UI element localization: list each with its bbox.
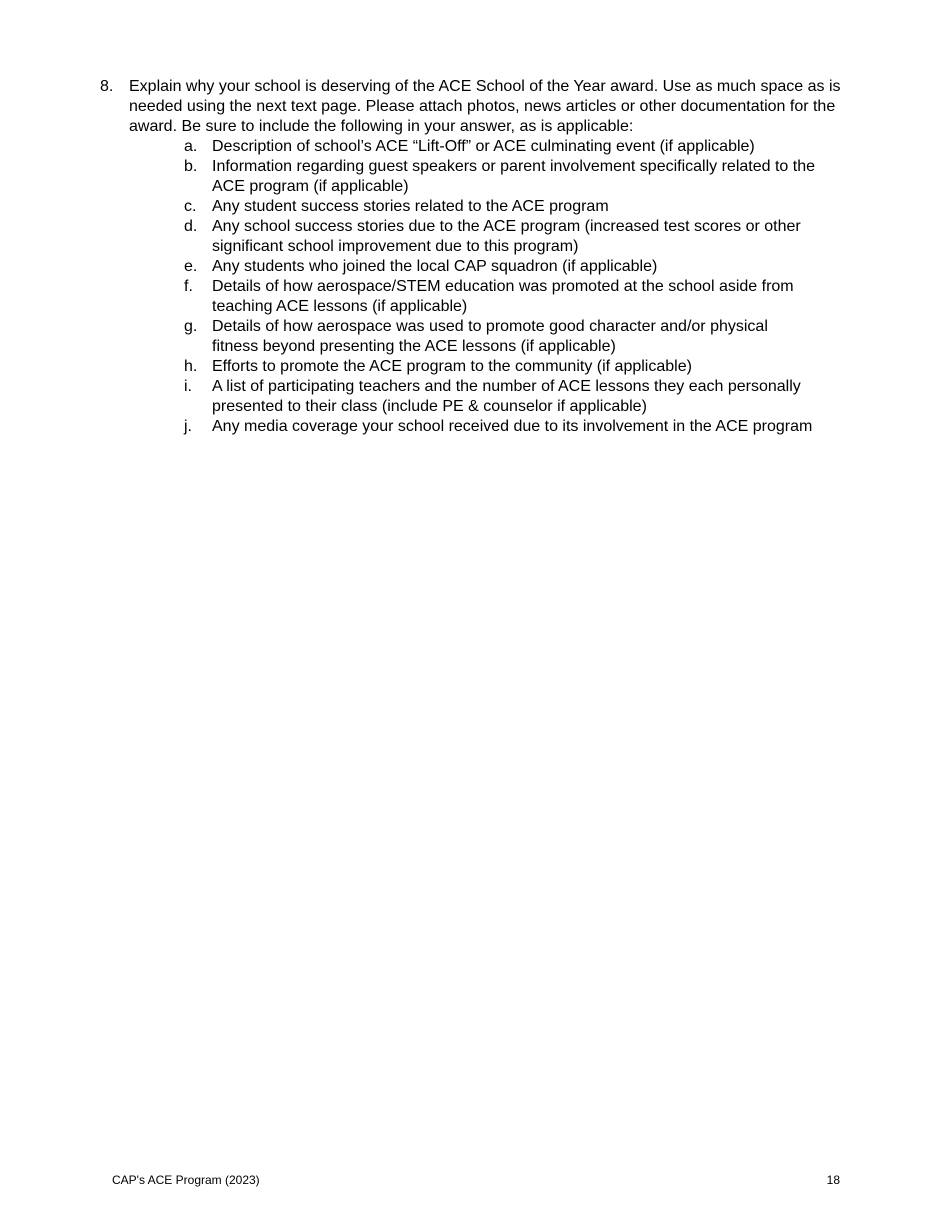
question-number: 8. <box>100 78 114 95</box>
item-text: Description of school’s ACE “Lift-Off” or ACE culminating event (if applicable) <box>212 138 755 155</box>
item-letter: d. <box>184 218 198 235</box>
item-text: Details of how aerospace was used to promote good character and/or physical fitness beyond presenting the ACE lessons (if applicable) <box>212 318 768 355</box>
item-letter: a. <box>184 138 198 155</box>
item-text: Any school success stories due to the ACE program (increased test scores or other significant school improvement due to this program) <box>212 218 801 255</box>
footer-program-title: CAP's ACE Program (2023) <box>112 1173 260 1187</box>
list-item <box>184 377 816 417</box>
list-item <box>184 417 816 437</box>
list-item <box>184 157 816 197</box>
item-letter: e. <box>184 258 198 275</box>
item-text: Efforts to promote the ACE program to the community (if applicable) <box>212 358 692 375</box>
list-item <box>184 317 816 357</box>
list-item <box>184 277 816 317</box>
item-text: Information regarding guest speakers or parent involvement specifically related to the ACE program (if applicable) <box>212 158 815 195</box>
item-letter: f. <box>184 278 193 295</box>
item-text: Details of how aerospace/STEM education was promoted at the school aside from teaching ACE lessons (if applicable) <box>212 278 794 315</box>
list-item <box>184 197 816 217</box>
item-letter: b. <box>184 158 198 175</box>
item-text: Any media coverage your school received due to its involvement in the ACE program <box>212 418 813 435</box>
item-letter: c. <box>184 198 197 215</box>
item-letter: j. <box>184 418 192 435</box>
item-letter: h. <box>184 358 198 375</box>
list-item <box>184 217 816 257</box>
item-letter: g. <box>184 318 198 335</box>
list-item <box>184 357 816 377</box>
list-item <box>184 137 816 157</box>
sub-item-list <box>184 137 816 437</box>
item-text: A list of participating teachers and the number of ACE lessons they each personally presented to their class (include PE & counselor if applicable) <box>212 378 801 415</box>
item-text: Any students who joined the local CAP squadron (if applicable) <box>212 258 658 275</box>
question-8 <box>100 77 845 437</box>
page-number: 18 <box>826 1173 840 1187</box>
item-text: Any student success stories related to the ACE program <box>212 198 609 215</box>
question-text: Explain why your school is deserving of the ACE School of the Year award. Use as much space as is needed using the next text page. Please attach photos, news articles or other documentation for the award. Be sure to include the following in your answer, as is applicable: <box>129 78 841 135</box>
list-item <box>184 257 816 277</box>
item-letter: i. <box>184 378 192 395</box>
